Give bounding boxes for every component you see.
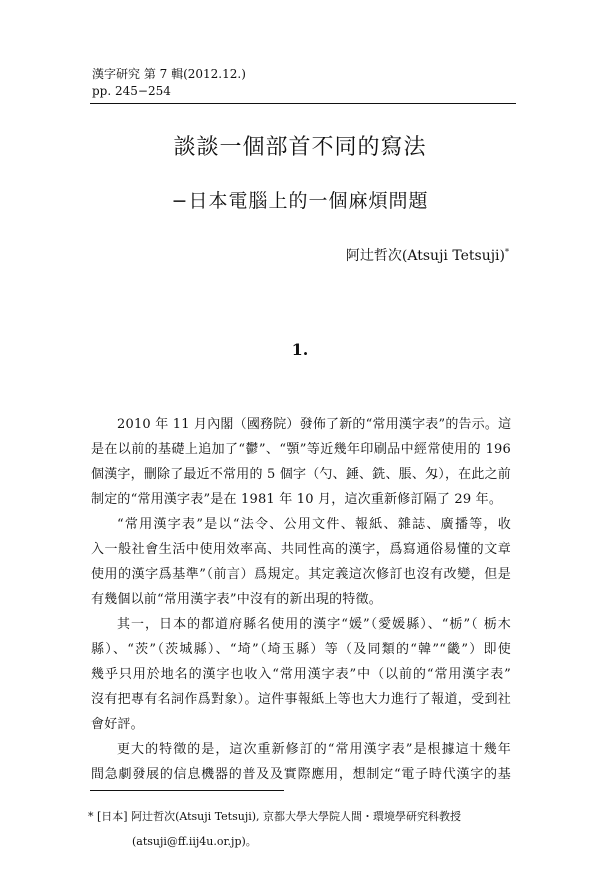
- footnote-email: (atsuji@ff.iij4u.or.jp)。: [132, 835, 257, 848]
- body-line: 2010 年 11 月內閣（國務院）發佈了新的“常用漢字表”的告示。這: [117, 417, 512, 432]
- section-heading: 1.: [291, 340, 309, 359]
- body-line: 有幾個以前“常用漢字表”中沒有的新出現的特徵。: [91, 592, 382, 607]
- page-range: pp. 245−254: [92, 84, 171, 98]
- author-name-text: 阿辻哲次(Atsuji Tetsuji): [345, 248, 505, 264]
- footnote-affiliation: * [日本] 阿辻哲次(Atsuji Tetsuji), 京都大學大學院人間・環境學研究科教授: [88, 810, 462, 823]
- body-line: 會好評。: [91, 717, 144, 732]
- header-rule: [90, 103, 516, 104]
- journal-issue: 漢字研究 第 7 輯(2012.12.): [92, 67, 246, 81]
- author-name: [346, 245, 509, 265]
- footnote-rule: [90, 790, 284, 791]
- body-line: 入一般社會生活中使用效率高、共同性高的漢字，爲寫通俗易懂的文章: [91, 542, 511, 557]
- author-footnote-mark: *: [505, 247, 509, 257]
- body-line: 更大的特徵的是，這次重新修訂的“常用漢字表”是根據這十幾年: [117, 742, 511, 757]
- journal-header: [92, 66, 246, 100]
- body-line: 間急劇發展的信息機器的普及及實際應用，想制定“電子時代漢字的基: [91, 767, 511, 782]
- body-line: 制定的“常用漢字表”是在 1981 年 10 月，這次重新修訂隔了 29 年。: [91, 492, 503, 507]
- body-line: 幾乎只用於地名的漢字也收入“常用漢字表”中（以前的“常用漢字表”: [91, 667, 511, 682]
- body-line: 是在以前的基礎上追加了“鬱”、“顎”等近幾年印刷品中經常使用的 196: [91, 442, 511, 457]
- body-line: 其一，日本的都道府縣名使用的漢字“媛”（愛媛縣）、“栃”（ 栃木: [117, 617, 511, 632]
- body-line: 使用的漢字爲基準”（前言）爲規定。其定義這次修訂也沒有改變，但是: [91, 567, 511, 582]
- body-line: 沒有把專有名詞作爲對象）。這件事報紙上等也大力進行了報道，受到社: [91, 692, 511, 707]
- paper-subtitle: −日本電腦上的一個麻煩問題: [171, 190, 429, 212]
- paper-title: 談談一個部首不同的寫法: [173, 135, 427, 160]
- body-line: 縣）、“茨”（茨城縣）、“埼”（埼玉縣）等（及同類的“韓”“畿”）即使: [91, 642, 511, 657]
- body-line: 個漢字，刪除了最近不常用的 5 個字（勺、錘、銑、脹、匁），在此之前: [91, 467, 511, 482]
- body-line: “常用漢字表”是以“法令、公用文件、報紙、雜誌、廣播等，收: [117, 517, 511, 532]
